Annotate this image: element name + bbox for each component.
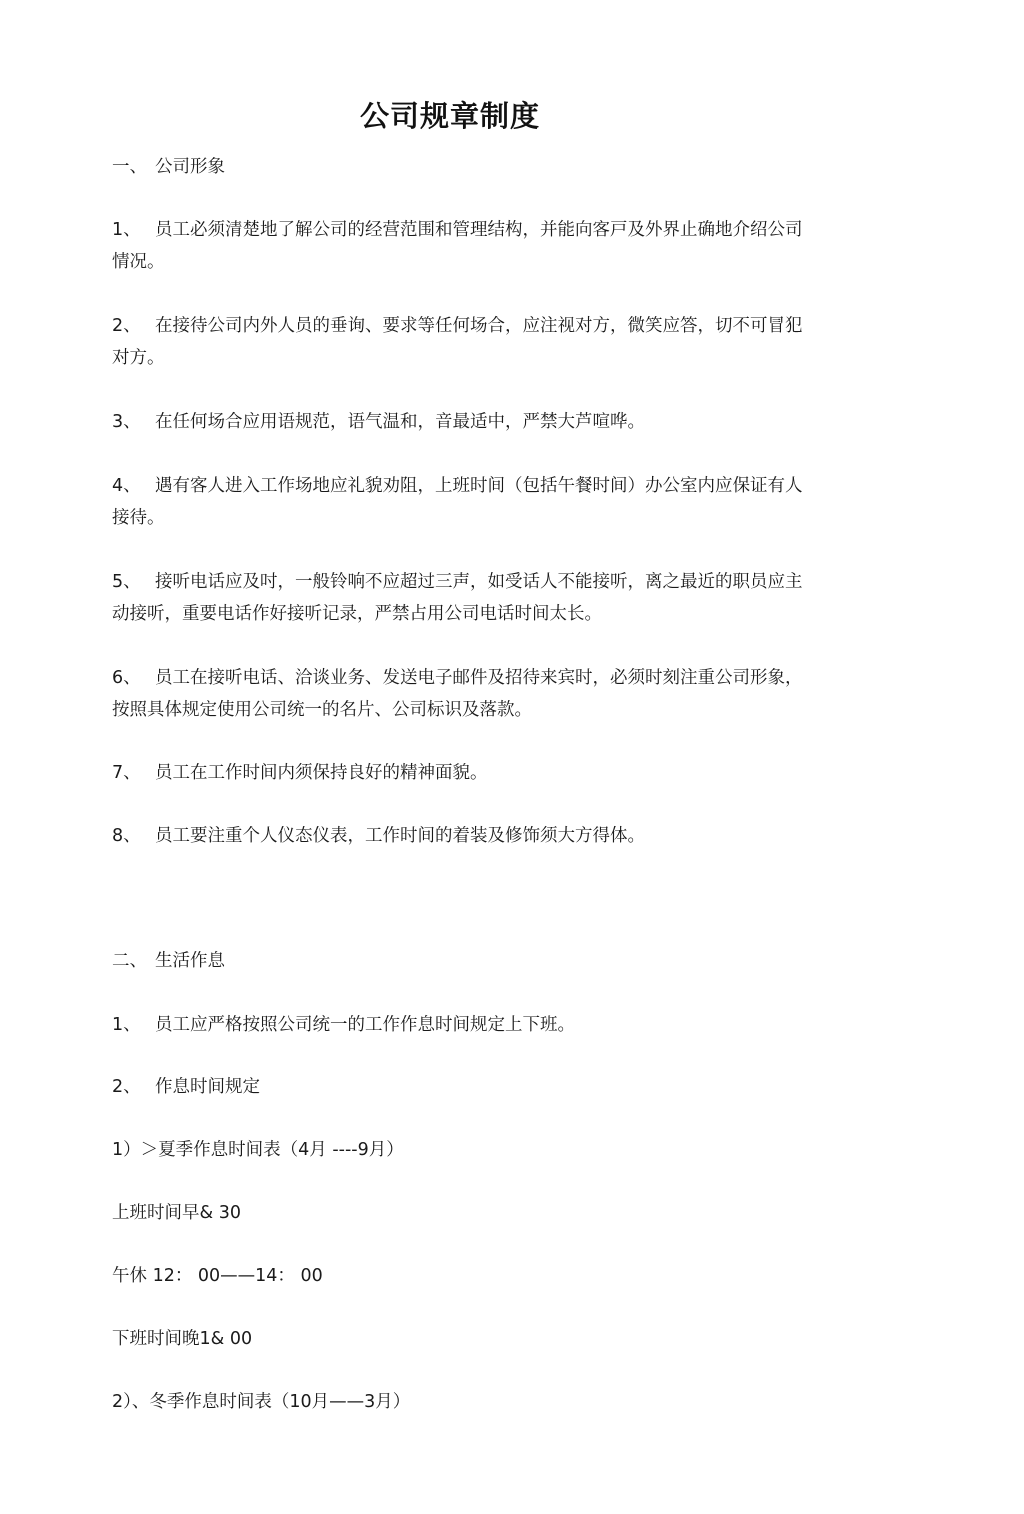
summer-end-time: 下班时间晚1& 00 [112, 1329, 253, 1349]
summer-lunch-break: 午休 12： 00——14： 00 [112, 1266, 323, 1286]
item-text: 员工应严格按照公司统一的工作作息时间规定上下班。 [155, 1015, 575, 1035]
section-heading-company-image [112, 151, 872, 183]
item-number: 8、 [112, 826, 141, 846]
item-number: 4、 [112, 476, 141, 496]
list-item [112, 566, 872, 630]
section-number: 二、 [112, 951, 147, 971]
item-number: 3、 [112, 412, 141, 432]
section-heading-text: 生活作息 [155, 951, 225, 971]
item-number: 6、 [112, 668, 141, 688]
item-text: 员工在接听电话、洽谈业务、发送电子邮件及招待来宾时，必须时刻注重公司形象， [155, 668, 803, 688]
item-number: 2、 [112, 1077, 141, 1097]
item-text-continued: 情况。 [112, 252, 165, 272]
item-text: 在接待公司内外人员的垂询、要求等任何场合，应注视对方，微笑应答，切不可冒犯 [155, 316, 803, 336]
section-heading-text: 公司形象 [155, 157, 225, 177]
list-item [112, 1071, 872, 1103]
summer-schedule-title: 1）＞夏季作息时间表（4月 ----9月） [112, 1140, 404, 1160]
section-number: 一、 [112, 157, 147, 177]
item-text-continued: 动接听，重要电话作好接听记录，严禁占用公司电话时间太长。 [112, 604, 602, 624]
item-text: 员工在工作时间内须保持良好的精神面貌。 [155, 763, 488, 783]
list-item [112, 310, 872, 374]
list-item [112, 820, 872, 852]
list-item [112, 406, 872, 438]
section-heading-daily-schedule [112, 945, 872, 977]
item-text-continued: 对方。 [112, 348, 165, 368]
item-text: 遇有客人进入工作场地应礼貌劝阻，上班时间（包括午餐时间）办公室内应保证有人 [155, 476, 803, 496]
list-item [112, 757, 872, 789]
item-number: 5、 [112, 572, 141, 592]
list-item [112, 1009, 872, 1041]
list-item [112, 214, 872, 278]
item-text: 员工要注重个人仪态仪表，工作时间的着装及修饰须大方得体。 [155, 826, 645, 846]
item-text: 在任何场合应用语规范，语气温和，音最适中，严禁大芦喧哗。 [155, 412, 645, 432]
summer-start-time: 上班时间早& 30 [112, 1203, 241, 1223]
item-text: 员工必须清楚地了解公司的经营范围和管理结构，并能向客戸及外界止确地介绍公司 [155, 220, 803, 240]
winter-schedule-title: 2）、冬季作息时间表（10月——3月） [112, 1392, 411, 1412]
list-item [112, 470, 872, 534]
item-text: 作息时间规定 [155, 1077, 260, 1097]
list-item [112, 662, 872, 726]
item-text-continued: 接待。 [112, 508, 165, 528]
item-number: 7、 [112, 763, 141, 783]
document-title: 公司规章制度 [359, 99, 540, 133]
item-text: 接听电话应及吋，一般铃响不应超过三声，如受话人不能接听，离之最近的职员应主 [155, 572, 803, 592]
item-text-continued: 按照具体规定使用公司统一的名片、公司标识及落款。 [112, 700, 532, 720]
item-number: 2、 [112, 316, 141, 336]
item-number: 1、 [112, 220, 141, 240]
item-number: 1、 [112, 1015, 141, 1035]
